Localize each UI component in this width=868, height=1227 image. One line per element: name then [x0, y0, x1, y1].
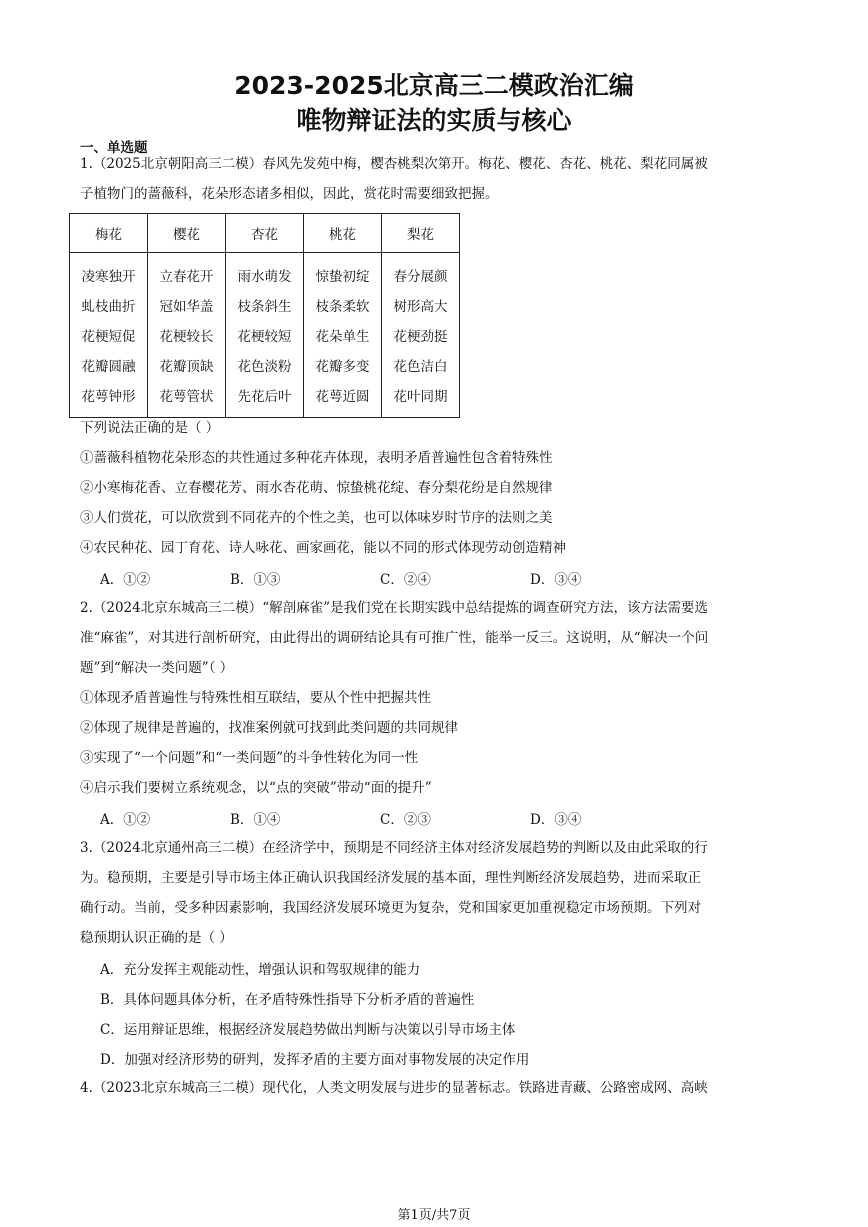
option-d: D．③④	[530, 812, 582, 828]
table-cell	[148, 253, 226, 418]
q2-statement: ④启示我们要树立系统观念，以“点的突破”带动“面的提升”	[80, 780, 432, 796]
table-header-cell: 樱花	[148, 214, 226, 253]
option-c: C．②③	[380, 812, 431, 828]
q1-stem-line: 1.（2025北京朝阳高三二模）春风先发苑中梅，樱杏桃梨次第开。梅花、樱花、杏花、桃花、梨花同属被	[80, 156, 708, 172]
option-d: D．③④	[530, 572, 582, 588]
table-cell-text: 虬枝曲折	[81, 299, 136, 315]
q4-stem-line: 4.（2023北京东城高三二模）现代化，人类文明发展与进步的显著标志。铁路进青藏、公路密成网、高峡	[80, 1080, 708, 1096]
q3-stem-line: 稳预期认识正确的是（ ）	[80, 930, 233, 946]
option-a: A．充分发挥主观能动性，增强认识和驾驭规律的能力	[100, 962, 421, 978]
q3-stem-line: 为。稳预期，主要是引导市场主体正确认识我国经济发展的基本面，理性判断经济发展趋势，进而采取正	[80, 870, 701, 886]
q2-stem-line: 2.（2024北京东城高三二模）“解剖麻雀”是我们党在长期实践中总结提炼的调查研究方法，该方法需要选	[80, 600, 709, 616]
q1-statement: ①蔷薇科植物花朵形态的共性通过多种花卉体现，表明矛盾普遍性包含着特殊性	[80, 450, 553, 466]
table-cell-text: 枝条斜生	[237, 299, 292, 315]
option-c: C．②④	[380, 572, 431, 588]
q2-statement: ②体现了规律是普遍的，找准案例就可找到此类问题的共同规律	[80, 720, 458, 736]
option-b: B．①④	[230, 812, 281, 828]
document-subtitle: 唯物辩证法的实质与核心	[296, 106, 572, 135]
table-cell-text: 花萼近圆	[315, 389, 370, 405]
table-header-cell: 梨花	[382, 214, 460, 253]
table-header-cell: 桃花	[304, 214, 382, 253]
page-number: 第1页/共7页	[397, 1208, 471, 1223]
table-cell-text: 枝条柔软	[315, 299, 370, 315]
table-cell-text: 花瓣顶缺	[159, 359, 214, 375]
table-cell-text: 花梗劲挺	[393, 329, 448, 345]
q2-stem-line: 准“麻雀”，对其进行剖析研究，由此得出的调研结论具有可推广性，能举一反三。这说明，从“解决一个问	[80, 630, 709, 646]
q3-stem-line: 确行动。当前，受多种因素影响，我国经济发展环境更为复杂，党和国家更加重视稳定市场预期。下列对	[80, 900, 701, 916]
table-cell-text: 花色淡粉	[237, 359, 292, 375]
option-a: A．①②	[100, 812, 151, 828]
q3-stem-line: 3.（2024北京通州高三二模）在经济学中，预期是不同经济主体对经济发展趋势的判断以及由此采取的行	[80, 840, 708, 856]
q1-statement: ④农民种花、园丁育花、诗人咏花、画家画花，能以不同的形式体现劳动创造精神	[80, 540, 566, 556]
q2-statement: ①体现矛盾普遍性与特殊性相互联结，要从个性中把握共性	[80, 690, 431, 706]
q2-options	[100, 808, 581, 828]
table-cell	[226, 253, 304, 418]
table-cell-text: 凌寒独开	[81, 269, 136, 285]
table-cell-text: 花色洁白	[393, 359, 448, 375]
table-header-cell: 梅花	[70, 214, 148, 253]
q1-statement: ③人们赏花，可以欣赏到不同花卉的个性之美，也可以体味岁时节序的法则之美	[80, 510, 553, 526]
flower-table	[69, 213, 460, 418]
table-cell-text: 花梗较短	[237, 329, 292, 345]
table-cell-text: 花萼钟形	[81, 389, 136, 405]
table-cell-text: 花朵单生	[315, 329, 370, 345]
table-cell-text: 雨水萌发	[237, 269, 292, 285]
table-cell-text: 冠如华盖	[159, 299, 214, 315]
table-cell-text: 花瓣多变	[315, 359, 370, 375]
table-cell-text: 树形高大	[393, 299, 448, 315]
table-cell	[382, 253, 460, 418]
q2-stem-line: 题”到“解决一类问题”（ ）	[80, 660, 234, 676]
option-b: B．①③	[230, 572, 281, 588]
section-heading: 一、单选题	[80, 140, 148, 156]
table-cell-text: 花梗短促	[81, 329, 136, 345]
document-title: 2023-2025北京高三二模政治汇编	[234, 71, 634, 100]
table-cell-text: 花萼管状	[159, 389, 214, 405]
option-d: D．加强对经济形势的研判，发挥矛盾的主要方面对事物发展的决定作用	[100, 1052, 530, 1068]
q1-stem-line: 子植物门的蔷薇科，花朵形态诸多相似，因此，赏花时需要细致把握。	[80, 186, 499, 202]
q2-statement: ③实现了“一个问题”和“一类问题”的斗争性转化为同一性	[80, 750, 419, 766]
table-cell-text: 花叶同期	[393, 389, 448, 405]
q1-prompt: 下列说法正确的是（ ）	[80, 420, 220, 436]
option-c: C．运用辩证思维，根据经济发展趋势做出判断与决策以引导市场主体	[100, 1022, 516, 1038]
q1-statement: ②小寒梅花香、立春樱花芳、雨水杏花萌、惊蛰桃花绽、春分梨花纷是自然规律	[80, 480, 553, 496]
table-header-cell: 杏花	[226, 214, 304, 253]
table-cell-text: 春分展颜	[393, 269, 448, 285]
table-cell-text: 惊蛰初绽	[315, 269, 370, 285]
table-cell-text: 花瓣圆融	[81, 359, 136, 375]
table-cell	[70, 253, 148, 418]
table-cell-text: 立春花开	[159, 269, 214, 285]
q1-options	[100, 568, 581, 588]
table-cell	[304, 253, 382, 418]
option-b: B．具体问题具体分析，在矛盾特殊性指导下分析矛盾的普遍性	[100, 992, 475, 1008]
table-cell-text: 花梗较长	[159, 329, 214, 345]
table-cell-text: 先花后叶	[237, 389, 292, 405]
option-a: A．①②	[100, 572, 151, 588]
